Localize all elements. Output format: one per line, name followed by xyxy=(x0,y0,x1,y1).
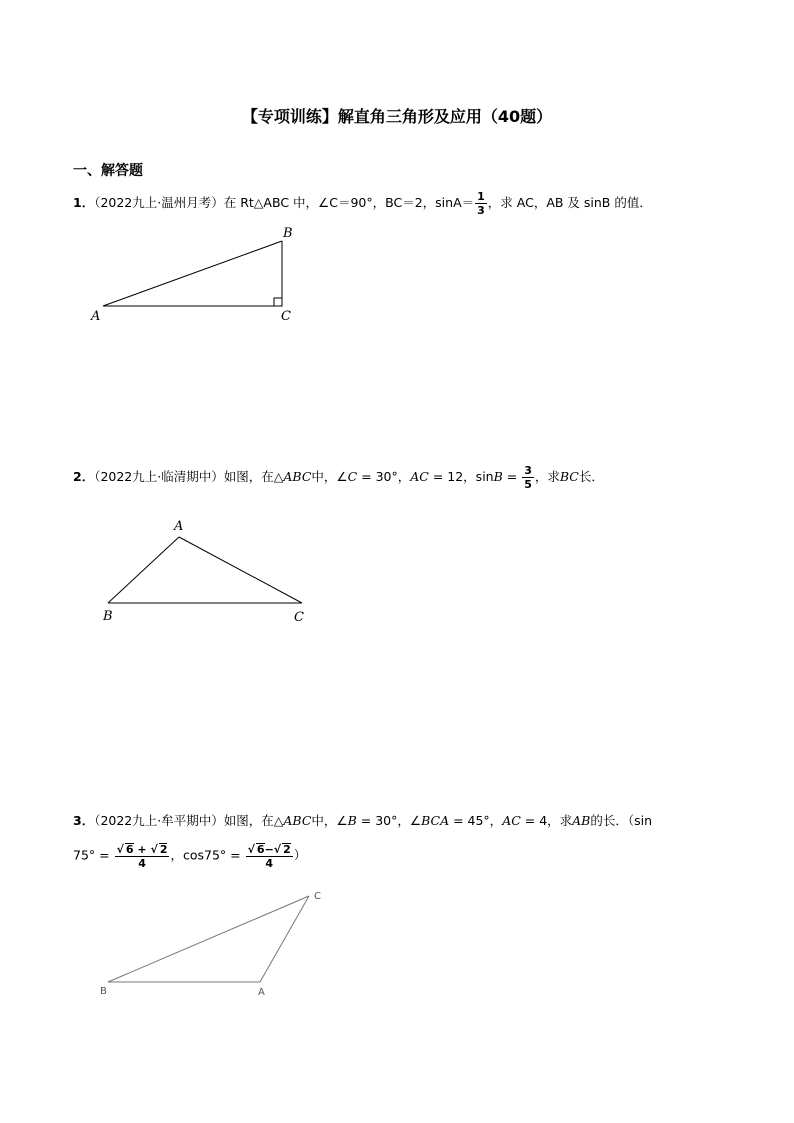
fraction-denominator: 4 xyxy=(138,857,146,870)
math-var: C xyxy=(347,469,358,484)
question-number: 1． xyxy=(73,195,95,210)
question-source: （2022九上·牟平期中） xyxy=(94,813,224,828)
fraction-numerator: √ 6 + √ 2 xyxy=(116,843,168,856)
vertex-label-A: A xyxy=(91,309,101,324)
fraction-cos75 xyxy=(246,843,293,869)
question-number: 2． xyxy=(73,469,95,484)
math-var: B xyxy=(347,813,357,828)
sqrt-radicand: 2 xyxy=(159,843,168,856)
vertex-label-A: A xyxy=(174,519,184,534)
question-text: ，求 AC，AB 及 sinB 的值． xyxy=(487,195,652,210)
question-text: 如图，在△ xyxy=(223,813,284,828)
question-text: 如图，在△ xyxy=(223,469,284,484)
question-text: ） xyxy=(293,847,307,863)
side-AC xyxy=(260,896,309,982)
question-text: 长． xyxy=(578,469,604,484)
right-angle-marker xyxy=(274,298,282,306)
side-BC xyxy=(108,896,309,982)
math-var: BC xyxy=(559,469,579,484)
question-text: = xyxy=(502,469,522,484)
question-text: = 4，求 xyxy=(520,813,573,828)
section-heading: 一、解答题 xyxy=(73,163,143,179)
math-var: BCA xyxy=(421,813,450,828)
fraction-sinB xyxy=(522,465,534,490)
question-text: 75° = xyxy=(73,847,114,863)
fraction-denominator: 4 xyxy=(265,857,274,870)
math-var: B xyxy=(493,469,503,484)
math-var: ABC xyxy=(283,813,312,828)
sqrt-radicand: 2 xyxy=(283,843,291,856)
question-text: 在 Rt△ABC 中，∠C＝90°，BC＝2，sinA＝ xyxy=(223,195,475,210)
question-text: = 30°， xyxy=(357,469,411,484)
side-AC xyxy=(179,537,302,603)
side-AB xyxy=(108,537,179,603)
minus-sign: − xyxy=(264,843,274,856)
question-number: 3． xyxy=(73,813,95,828)
math-var: AC xyxy=(502,813,521,828)
vertex-label-C: C xyxy=(294,610,304,625)
figure-triangle-1 xyxy=(85,222,315,327)
question-text: = 45°， xyxy=(449,813,503,828)
fraction-numerator: √ 6−√ 2 xyxy=(247,843,291,856)
vertex-label-C: C xyxy=(314,891,321,902)
plus-sign: + xyxy=(133,843,151,856)
page-title: 【专项训练】解直角三角形及应用（40题） xyxy=(241,107,553,126)
sqrt-radicand: 6 xyxy=(256,843,265,856)
fraction-sin75 xyxy=(115,843,170,869)
figure-triangle-2 xyxy=(95,512,325,627)
sqrt-radicand: 6 xyxy=(125,843,134,856)
question-source: （2022九上·温州月考） xyxy=(94,195,224,210)
fraction-denominator: 3 xyxy=(477,204,485,217)
question-text: = 12，sin xyxy=(428,469,494,484)
fraction-numerator: 3 xyxy=(524,464,532,477)
question-text: ，求 xyxy=(534,469,560,484)
question-text: 的长．（sin xyxy=(590,813,653,828)
fraction-sinA xyxy=(475,191,487,216)
question-text: 中，∠ xyxy=(311,813,348,828)
figure-triangle-3 xyxy=(95,882,335,1002)
vertex-label-B: B xyxy=(283,226,293,241)
question-text: = 30°，∠ xyxy=(356,813,422,828)
fraction-denominator: 5 xyxy=(524,478,532,491)
side-AB xyxy=(103,241,282,306)
question-text: 中，∠ xyxy=(311,469,348,484)
question-source: （2022九上·临清期中） xyxy=(94,469,224,484)
vertex-label-B: B xyxy=(100,986,107,997)
fraction-numerator: 1 xyxy=(477,190,485,203)
question-3-line-2 xyxy=(73,843,306,869)
math-var: AB xyxy=(572,813,591,828)
question-1 xyxy=(73,191,652,216)
math-var: ABC xyxy=(283,469,312,484)
question-text: ，cos75° = xyxy=(170,847,245,863)
vertex-label-B: B xyxy=(103,609,113,624)
question-3-line-1 xyxy=(73,811,652,831)
vertex-label-C: C xyxy=(281,309,291,324)
vertex-label-A: A xyxy=(258,987,265,998)
math-var: AC xyxy=(410,469,429,484)
question-2 xyxy=(73,465,604,490)
